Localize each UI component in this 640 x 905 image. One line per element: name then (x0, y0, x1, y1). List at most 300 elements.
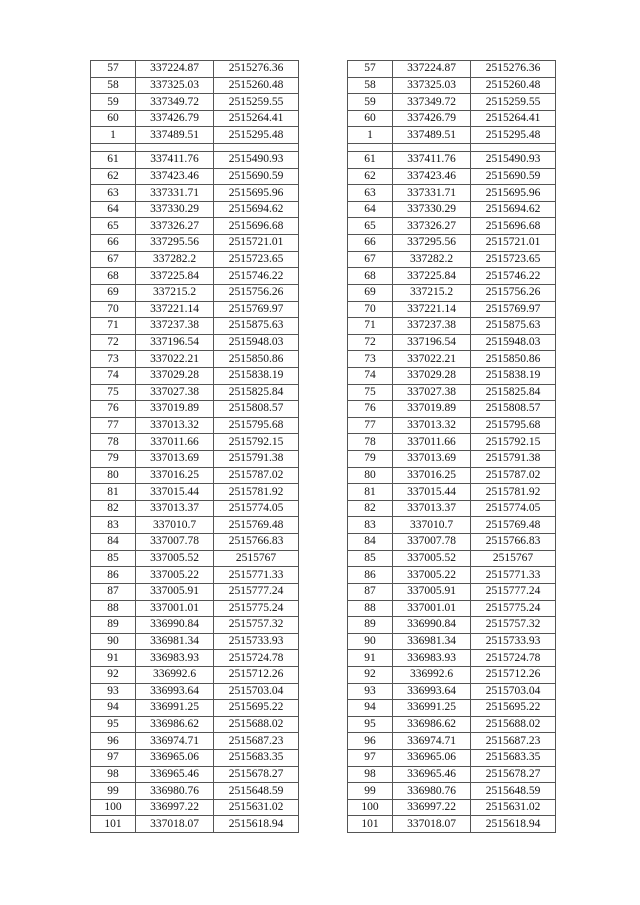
x-coordinate-cell: 336965.06 (393, 749, 471, 766)
x-coordinate-cell: 337221.14 (136, 301, 214, 318)
x-coordinate-cell: 337326.27 (393, 218, 471, 235)
x-coordinate-cell: 337349.72 (136, 94, 214, 111)
y-coordinate-cell: 2515792.15 (471, 434, 556, 451)
point-number-cell: 93 (91, 683, 136, 700)
table-row (91, 799, 299, 816)
point-number-cell: 57 (348, 61, 393, 78)
point-number-cell: 84 (91, 534, 136, 551)
y-coordinate-cell: 2515648.59 (214, 783, 299, 800)
point-number-cell: 66 (348, 235, 393, 252)
y-coordinate-cell: 2515687.23 (214, 733, 299, 750)
point-number-cell: 61 (348, 152, 393, 169)
point-number-cell: 92 (348, 666, 393, 683)
x-coordinate-cell: 336991.25 (393, 700, 471, 717)
table-row (91, 716, 299, 733)
table-row (348, 766, 556, 783)
y-coordinate-cell: 2515825.84 (214, 384, 299, 401)
y-coordinate-cell: 2515795.68 (471, 417, 556, 434)
y-coordinate-cell: 2515774.05 (471, 500, 556, 517)
point-number-cell: 76 (348, 401, 393, 418)
x-coordinate-cell: 337224.87 (393, 61, 471, 78)
x-coordinate-cell: 337015.44 (136, 484, 214, 501)
x-coordinate-cell: 337005.52 (393, 550, 471, 567)
y-coordinate-cell: 2515838.19 (471, 367, 556, 384)
point-number-cell: 59 (91, 94, 136, 111)
point-number-cell: 73 (348, 351, 393, 368)
y-coordinate-cell: 2515808.57 (214, 401, 299, 418)
table-row (91, 600, 299, 617)
y-coordinate-cell: 2515618.94 (214, 816, 299, 833)
point-number-cell: 74 (348, 367, 393, 384)
x-coordinate-cell: 337016.25 (393, 467, 471, 484)
table-row (91, 367, 299, 384)
table-row (348, 633, 556, 650)
x-coordinate-cell: 337005.91 (136, 583, 214, 600)
table-row-spacer (348, 144, 556, 152)
x-coordinate-cell: 337022.21 (136, 351, 214, 368)
x-coordinate-cell: 337295.56 (136, 235, 214, 252)
point-number-cell: 70 (91, 301, 136, 318)
y-coordinate-cell: 2515771.33 (214, 567, 299, 584)
y-coordinate-cell: 2515766.83 (214, 534, 299, 551)
y-coordinate-cell: 2515756.26 (214, 284, 299, 301)
table-row (91, 733, 299, 750)
table-row (348, 61, 556, 78)
table-row (91, 251, 299, 268)
point-number-cell: 95 (348, 716, 393, 733)
table-row (348, 185, 556, 202)
table-row (348, 451, 556, 468)
table-row (91, 152, 299, 169)
point-number-cell: 79 (91, 451, 136, 468)
y-coordinate-cell: 2515808.57 (471, 401, 556, 418)
y-coordinate-cell: 2515769.48 (214, 517, 299, 534)
table-row (91, 451, 299, 468)
table-row (348, 417, 556, 434)
x-coordinate-cell: 336965.46 (393, 766, 471, 783)
point-number-cell: 81 (91, 484, 136, 501)
y-coordinate-cell: 2515787.02 (214, 467, 299, 484)
y-coordinate-cell: 2515631.02 (214, 799, 299, 816)
table-row (91, 534, 299, 551)
y-coordinate-cell: 2515775.24 (214, 600, 299, 617)
point-number-cell: 86 (91, 567, 136, 584)
table-row (91, 334, 299, 351)
y-coordinate-cell: 2515694.62 (214, 201, 299, 218)
table-row (348, 334, 556, 351)
y-coordinate-cell: 2515757.32 (471, 617, 556, 634)
point-number-cell: 86 (348, 567, 393, 584)
y-coordinate-cell: 2515756.26 (471, 284, 556, 301)
y-coordinate-cell: 2515695.22 (471, 700, 556, 717)
y-coordinate-cell: 2515264.41 (214, 110, 299, 127)
point-number-cell: 83 (91, 517, 136, 534)
table-row (91, 783, 299, 800)
x-coordinate-cell: 337411.76 (393, 152, 471, 169)
point-number-cell: 70 (348, 301, 393, 318)
point-number-cell: 75 (348, 384, 393, 401)
table-row (91, 417, 299, 434)
table-row (348, 484, 556, 501)
point-number-cell: 80 (91, 467, 136, 484)
point-number-cell: 92 (91, 666, 136, 683)
point-number-cell: 77 (348, 417, 393, 434)
point-number-cell: 1 (91, 127, 136, 144)
point-number-cell: 89 (348, 617, 393, 634)
x-coordinate-cell: 337423.46 (393, 168, 471, 185)
y-coordinate-cell: 2515260.48 (471, 77, 556, 94)
point-number-cell: 71 (348, 318, 393, 335)
point-number-cell: 59 (348, 94, 393, 111)
point-number-cell: 96 (91, 733, 136, 750)
x-coordinate-cell: 337295.56 (393, 235, 471, 252)
point-number-cell: 91 (91, 650, 136, 667)
x-coordinate-cell: 337330.29 (136, 201, 214, 218)
point-number-cell: 73 (91, 351, 136, 368)
x-coordinate-cell: 337027.38 (393, 384, 471, 401)
x-coordinate-cell: 336992.6 (136, 666, 214, 683)
table-row (91, 617, 299, 634)
x-coordinate-cell: 337005.91 (393, 583, 471, 600)
point-number-cell: 94 (91, 700, 136, 717)
y-coordinate-cell: 2515771.33 (471, 567, 556, 584)
y-coordinate-cell: 2515703.04 (214, 683, 299, 700)
x-coordinate-cell: 336986.62 (393, 716, 471, 733)
point-number-cell: 88 (91, 600, 136, 617)
point-number-cell: 98 (348, 766, 393, 783)
x-coordinate-cell: 336990.84 (393, 617, 471, 634)
x-coordinate-cell: 337018.07 (136, 816, 214, 833)
point-number-cell: 63 (348, 185, 393, 202)
table-row (348, 617, 556, 634)
point-number-cell: 85 (348, 550, 393, 567)
point-number-cell: 71 (91, 318, 136, 335)
y-coordinate-cell: 2515683.35 (214, 749, 299, 766)
table-row (348, 284, 556, 301)
x-coordinate-cell: 336991.25 (136, 700, 214, 717)
point-number-cell: 101 (348, 816, 393, 833)
y-coordinate-cell: 2515688.02 (471, 716, 556, 733)
table-row (348, 168, 556, 185)
point-number-cell: 96 (348, 733, 393, 750)
y-coordinate-cell: 2515775.24 (471, 600, 556, 617)
coordinate-table-body (348, 61, 556, 833)
table-row (348, 467, 556, 484)
x-coordinate-cell: 337013.69 (393, 451, 471, 468)
x-coordinate-cell: 336980.76 (136, 783, 214, 800)
table-row (348, 318, 556, 335)
y-coordinate-cell: 2515774.05 (214, 500, 299, 517)
y-coordinate-cell: 2515260.48 (214, 77, 299, 94)
table-row (348, 783, 556, 800)
x-coordinate-cell: 336983.93 (393, 650, 471, 667)
table-row (348, 816, 556, 833)
y-coordinate-cell: 2515695.96 (471, 185, 556, 202)
y-coordinate-cell: 2515690.59 (471, 168, 556, 185)
x-coordinate-cell: 337019.89 (136, 401, 214, 418)
point-number-cell: 99 (348, 783, 393, 800)
y-coordinate-cell: 2515875.63 (214, 318, 299, 335)
table-row (348, 401, 556, 418)
x-coordinate-cell: 337007.78 (393, 534, 471, 551)
point-number-cell: 81 (348, 484, 393, 501)
y-coordinate-cell: 2515721.01 (214, 235, 299, 252)
point-number-cell: 62 (348, 168, 393, 185)
point-number-cell: 60 (348, 110, 393, 127)
table-row (91, 467, 299, 484)
x-coordinate-cell: 336993.64 (136, 683, 214, 700)
y-coordinate-cell: 2515781.92 (214, 484, 299, 501)
x-coordinate-cell: 337029.28 (393, 367, 471, 384)
table-row (348, 367, 556, 384)
table-row (348, 567, 556, 584)
x-coordinate-cell: 337019.89 (393, 401, 471, 418)
point-number-cell: 84 (348, 534, 393, 551)
x-coordinate-cell: 337282.2 (136, 251, 214, 268)
table-row (348, 733, 556, 750)
x-coordinate-cell: 336981.34 (136, 633, 214, 650)
table-row (91, 766, 299, 783)
y-coordinate-cell: 2515259.55 (471, 94, 556, 111)
table-row (91, 218, 299, 235)
coordinate-table-body (91, 61, 299, 833)
table-row (348, 700, 556, 717)
x-coordinate-cell: 337007.78 (136, 534, 214, 551)
y-coordinate-cell: 2515777.24 (214, 583, 299, 600)
point-number-cell: 61 (91, 152, 136, 169)
x-coordinate-cell: 336993.64 (393, 683, 471, 700)
y-coordinate-cell: 2515733.93 (471, 633, 556, 650)
x-coordinate-cell: 336990.84 (136, 617, 214, 634)
point-number-cell: 97 (348, 749, 393, 766)
point-number-cell: 68 (91, 268, 136, 285)
table-row (91, 749, 299, 766)
y-coordinate-cell: 2515696.68 (471, 218, 556, 235)
x-coordinate-cell: 337331.71 (136, 185, 214, 202)
y-coordinate-cell: 2515724.78 (471, 650, 556, 667)
point-number-cell: 100 (348, 799, 393, 816)
x-coordinate-cell (136, 144, 214, 152)
point-number-cell: 74 (91, 367, 136, 384)
table-row (91, 650, 299, 667)
y-coordinate-cell: 2515490.93 (214, 152, 299, 169)
y-coordinate-cell: 2515850.86 (214, 351, 299, 368)
x-coordinate-cell: 337326.27 (136, 218, 214, 235)
y-coordinate-cell: 2515850.86 (471, 351, 556, 368)
table-row (348, 301, 556, 318)
table-row (91, 110, 299, 127)
point-number-cell: 97 (91, 749, 136, 766)
table-row (348, 799, 556, 816)
point-number-cell: 67 (348, 251, 393, 268)
x-coordinate-cell: 337237.38 (393, 318, 471, 335)
table-row (348, 749, 556, 766)
table-row (91, 633, 299, 650)
table-row (348, 650, 556, 667)
point-number-cell: 91 (348, 650, 393, 667)
x-coordinate-cell: 337013.32 (393, 417, 471, 434)
point-number-cell: 83 (348, 517, 393, 534)
y-coordinate-cell: 2515795.68 (214, 417, 299, 434)
point-number-cell: 67 (91, 251, 136, 268)
x-coordinate-cell: 337349.72 (393, 94, 471, 111)
y-coordinate-cell: 2515721.01 (471, 235, 556, 252)
table-row (348, 384, 556, 401)
table-row (91, 94, 299, 111)
y-coordinate-cell: 2515683.35 (471, 749, 556, 766)
y-coordinate-cell (471, 144, 556, 152)
table-row (91, 500, 299, 517)
table-row (348, 110, 556, 127)
x-coordinate-cell: 337022.21 (393, 351, 471, 368)
x-coordinate-cell: 337010.7 (393, 517, 471, 534)
point-number-cell: 101 (91, 816, 136, 833)
x-coordinate-cell: 337029.28 (136, 367, 214, 384)
x-coordinate-cell: 337013.32 (136, 417, 214, 434)
point-number-cell: 65 (348, 218, 393, 235)
point-number-cell: 76 (91, 401, 136, 418)
x-coordinate-cell: 336997.22 (136, 799, 214, 816)
table-row (348, 600, 556, 617)
x-coordinate-cell: 337196.54 (136, 334, 214, 351)
x-coordinate-cell: 336997.22 (393, 799, 471, 816)
point-number-cell: 87 (91, 583, 136, 600)
point-number-cell: 78 (91, 434, 136, 451)
x-coordinate-cell: 336981.34 (393, 633, 471, 650)
x-coordinate-cell: 337282.2 (393, 251, 471, 268)
x-coordinate-cell: 337489.51 (136, 127, 214, 144)
table-row (348, 235, 556, 252)
x-coordinate-cell: 337027.38 (136, 384, 214, 401)
table-row (91, 168, 299, 185)
x-coordinate-cell: 336983.93 (136, 650, 214, 667)
point-number-cell: 63 (91, 185, 136, 202)
table-row (91, 384, 299, 401)
y-coordinate-cell: 2515757.32 (214, 617, 299, 634)
table-row (91, 201, 299, 218)
table-row (91, 434, 299, 451)
y-coordinate-cell: 2515687.23 (471, 733, 556, 750)
table-row (91, 61, 299, 78)
table-row (91, 517, 299, 534)
point-number-cell: 98 (91, 766, 136, 783)
x-coordinate-cell: 337005.52 (136, 550, 214, 567)
y-coordinate-cell: 2515875.63 (471, 318, 556, 335)
y-coordinate-cell: 2515769.97 (214, 301, 299, 318)
table-row (348, 434, 556, 451)
x-coordinate-cell: 337426.79 (136, 110, 214, 127)
y-coordinate-cell: 2515295.48 (471, 127, 556, 144)
y-coordinate-cell: 2515746.22 (214, 268, 299, 285)
table-row (348, 583, 556, 600)
x-coordinate-cell: 336986.62 (136, 716, 214, 733)
y-coordinate-cell: 2515766.83 (471, 534, 556, 551)
point-number-cell: 64 (91, 201, 136, 218)
x-coordinate-cell: 337237.38 (136, 318, 214, 335)
point-number-cell: 85 (91, 550, 136, 567)
y-coordinate-cell (214, 144, 299, 152)
point-number-cell: 88 (348, 600, 393, 617)
y-coordinate-cell: 2515695.96 (214, 185, 299, 202)
y-coordinate-cell: 2515712.26 (471, 666, 556, 683)
y-coordinate-cell: 2515723.65 (214, 251, 299, 268)
x-coordinate-cell: 337426.79 (393, 110, 471, 127)
table-row (91, 127, 299, 144)
table-row (348, 683, 556, 700)
x-coordinate-cell: 337015.44 (393, 484, 471, 501)
x-coordinate-cell: 337215.2 (393, 284, 471, 301)
x-coordinate-cell: 337005.22 (393, 567, 471, 584)
point-number-cell: 65 (91, 218, 136, 235)
x-coordinate-cell (393, 144, 471, 152)
point-number-cell: 75 (91, 384, 136, 401)
y-coordinate-cell: 2515259.55 (214, 94, 299, 111)
table-row (348, 201, 556, 218)
y-coordinate-cell: 2515295.48 (214, 127, 299, 144)
x-coordinate-cell: 337011.66 (136, 434, 214, 451)
point-number-cell: 90 (91, 633, 136, 650)
point-number-cell: 82 (91, 500, 136, 517)
x-coordinate-cell: 337018.07 (393, 816, 471, 833)
table-row (91, 185, 299, 202)
y-coordinate-cell: 2515791.38 (471, 451, 556, 468)
table-row (91, 401, 299, 418)
table-row (348, 716, 556, 733)
y-coordinate-cell: 2515792.15 (214, 434, 299, 451)
y-coordinate-cell: 2515791.38 (214, 451, 299, 468)
point-number-cell: 58 (91, 77, 136, 94)
table-row (348, 500, 556, 517)
coordinate-table-left (90, 60, 299, 833)
x-coordinate-cell: 337001.01 (136, 600, 214, 617)
y-coordinate-cell: 2515838.19 (214, 367, 299, 384)
y-coordinate-cell: 2515631.02 (471, 799, 556, 816)
y-coordinate-cell: 2515648.59 (471, 783, 556, 800)
x-coordinate-cell: 337011.66 (393, 434, 471, 451)
y-coordinate-cell: 2515777.24 (471, 583, 556, 600)
table-row (91, 318, 299, 335)
point-number-cell: 69 (91, 284, 136, 301)
x-coordinate-cell: 337423.46 (136, 168, 214, 185)
y-coordinate-cell: 2515696.68 (214, 218, 299, 235)
table-row (91, 301, 299, 318)
point-number-cell: 90 (348, 633, 393, 650)
x-coordinate-cell: 337225.84 (136, 268, 214, 285)
x-coordinate-cell: 337411.76 (136, 152, 214, 169)
x-coordinate-cell: 336992.6 (393, 666, 471, 683)
y-coordinate-cell: 2515678.27 (214, 766, 299, 783)
y-coordinate-cell: 2515723.65 (471, 251, 556, 268)
table-row (348, 152, 556, 169)
y-coordinate-cell: 2515712.26 (214, 666, 299, 683)
point-number-cell: 87 (348, 583, 393, 600)
table-row (348, 127, 556, 144)
x-coordinate-cell: 336974.71 (393, 733, 471, 750)
table-row (91, 583, 299, 600)
point-number-cell: 57 (91, 61, 136, 78)
table-row (348, 517, 556, 534)
point-number-cell: 94 (348, 700, 393, 717)
table-row (348, 351, 556, 368)
point-number-cell: 69 (348, 284, 393, 301)
table-row (348, 268, 556, 285)
y-coordinate-cell: 2515767 (214, 550, 299, 567)
x-coordinate-cell: 337215.2 (136, 284, 214, 301)
point-number-cell: 66 (91, 235, 136, 252)
point-number-cell: 77 (91, 417, 136, 434)
point-number-cell: 58 (348, 77, 393, 94)
x-coordinate-cell: 337330.29 (393, 201, 471, 218)
